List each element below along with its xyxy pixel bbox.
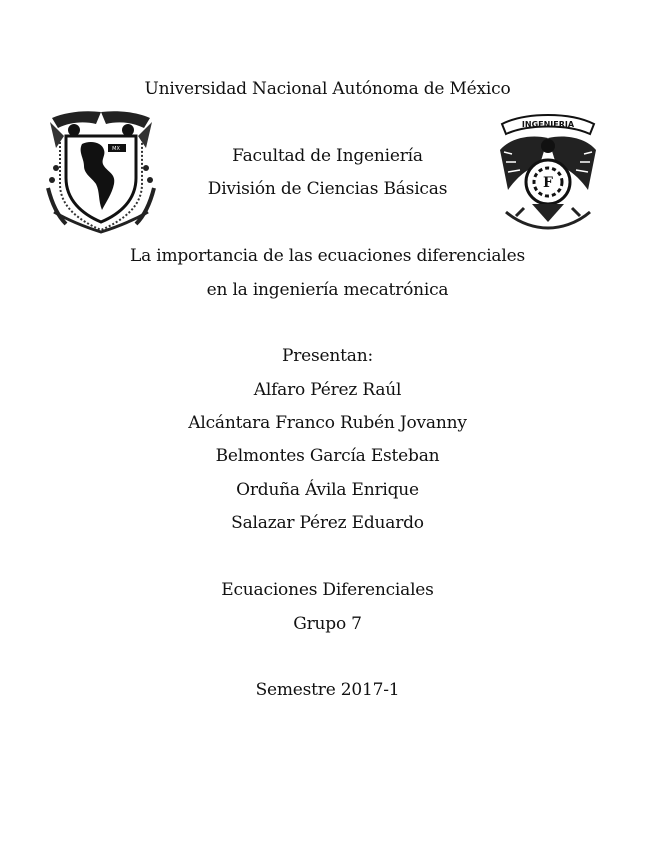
svg-text:MX: MX (112, 146, 120, 152)
presenter-name: Alcántara Franco Rubén Jovanny (188, 413, 467, 433)
unam-seal-icon (44, 108, 158, 234)
document-title-line-2: en la ingeniería mecatrónica (206, 280, 449, 300)
svg-text:F: F (543, 175, 553, 191)
banner-text: INGENIERIA (521, 120, 575, 129)
division-name: División de Ciencias Básicas (207, 179, 448, 199)
presenters-label: Presentan: (281, 346, 373, 366)
semester: Semestre 2017-1 (255, 680, 400, 700)
ingenieria-seal-icon (496, 112, 600, 230)
group-number: Grupo 7 (293, 614, 362, 634)
faculty-name: Facultad de Ingeniería (232, 146, 423, 166)
course-name: Ecuaciones Diferenciales (221, 580, 434, 600)
university-name: Universidad Nacional Autónoma de México (144, 79, 511, 99)
presenter-name: Orduña Ávila Enrique (236, 480, 419, 500)
presenter-name: Alfaro Pérez Raúl (253, 380, 402, 400)
presenter-name: Salazar Pérez Eduardo (231, 513, 424, 533)
document-title-line-1: La importancia de las ecuaciones diferenciales (129, 246, 525, 266)
presenter-name: Belmontes García Esteban (215, 446, 440, 466)
